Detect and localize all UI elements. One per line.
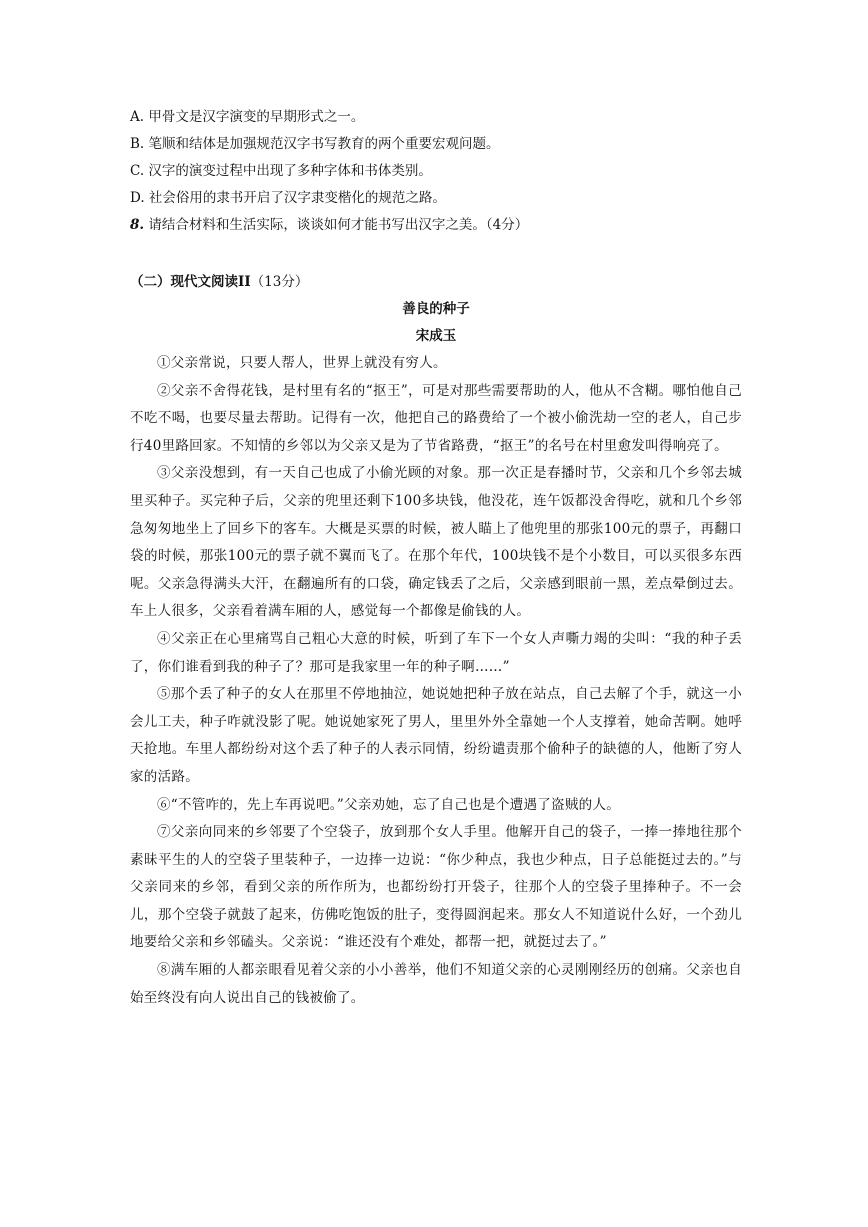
paragraph-6: ⑥“不管咋的，先上车再说吧。”父亲劝她，忘了自己也是个遭遇了盗贼的人。 — [157, 796, 621, 813]
question-8-text: 请结合材料和生活实际，谈谈如何才能书写出汉字之美。（4分） — [144, 217, 529, 233]
paragraph-3: ③父亲没想到，有一天自己也成了小偷光顾的对象。那一次正是春播时节，父亲和几个乡邻去城里买种子。买完种子后，父亲的兜里还剩下100多块钱，他没花，连午饭都没舍得吃，就和几个乡邻急匆匆地坐上了回乡下的客车。大概是买票的时候，被人瞄上了他兜里的那张100元的票子，再翻口袋的时候，那张100元的票子就不翼而飞了。在那个年代，100块钱不是个小数目，可以买很多东西呢。父亲急得满头大汗，在翻遍所有的口袋，确定钱丢了之后，父亲感到眼前一黑，差点晕倒过去。车上人很多，父亲看着满车厢的人，感觉每一个都像是偷钱的人。 — [130, 465, 742, 620]
question-8 — [130, 212, 742, 239]
paragraph-4: ④父亲正在心里痛骂自己粗心大意的时候，听到了车下一个女人声嘶力竭的尖叫：“我的种子丢了，你们谁看到我的种子了？那可是我家里一年的种子啊……” — [130, 630, 742, 675]
option-c: C. 汉字的演变过程中出现了多种字体和书体类别。 — [130, 163, 432, 179]
article-author: 宋成玉 — [415, 328, 457, 344]
paragraph-8: ⑧满车厢的人都亲眼看见着父亲的小小善举，他们不知道父亲的心灵刚刚经历的创痛。父亲也自始至终没有向人说出自己的钱被偷了。 — [130, 962, 742, 1006]
answer-options — [130, 104, 742, 212]
document-page — [130, 104, 742, 1012]
paragraph-5: ⑤那个丢了种子的女人在那里不停地抽泣，她说她把种子放在站点，自己去解了个手，就这一小会儿工夫，种子咋就没影了呢。她说她家死了男人，里里外外全靠她一个人支撑着，她命苦啊。她呼天抢地。车里人都纷纷对这个丢了种子的人表示同情，纷纷谴责那个偷种子的缺德的人，他断了穷人家的活路。 — [130, 686, 742, 785]
option-d: D. 社会俗用的隶书开启了汉字隶变楷化的规范之路。 — [130, 190, 446, 206]
paragraph-2: ②父亲不舍得花钱，是村里有名的“抠王”，可是对那些需要帮助的人，他从不含糊。哪怕他自己不吃不喝，也要尽量去帮助。记得有一次，他把自己的路费给了一个被小偷洗劫一空的老人，自己步行40里路回家。不知情的乡邻以为父亲又是为了节省路费，“抠王”的名号在村里愈发叫得响亮了。 — [130, 382, 742, 454]
article-body — [130, 350, 742, 1012]
option-a: A. 甲骨文是汉字演变的早期形式之一。 — [130, 109, 365, 125]
paragraph-1: ①父亲常说，只要人帮人，世界上就没有穷人。 — [157, 355, 447, 371]
section-points: （13分） — [250, 274, 309, 290]
section-heading-text: （二）现代文阅读II — [130, 274, 251, 290]
article-title: 善良的种子 — [402, 301, 470, 317]
question-8-number: 8. — [130, 217, 145, 233]
option-b: B. 笔顺和结体是加强规范汉字书写教育的两个重要宏观问题。 — [130, 136, 500, 152]
paragraph-7: ⑦父亲向同来的乡邻要了个空袋子，放到那个女人手里。他解开自己的袋子，一捧一捧地往那个素昧平生的人的空袋子里装种子，一边捧一边说：“你少种点，我也少种点，日子总能挺过去的。”与父亲同来的乡邻，看到父亲的所作所为，也都纷纷打开袋子，往那个人的空袋子里捧种子。不一会儿，那个空袋子就鼓了起来，仿佛吃饱饭的肚子，变得圆润起来。那女人不知道说什么好，一个劲儿地要给父亲和乡邻磕头。父亲说：“谁还没有个难处，都帮一把，就挺过去了。” — [130, 824, 742, 951]
section-heading — [130, 269, 742, 296]
